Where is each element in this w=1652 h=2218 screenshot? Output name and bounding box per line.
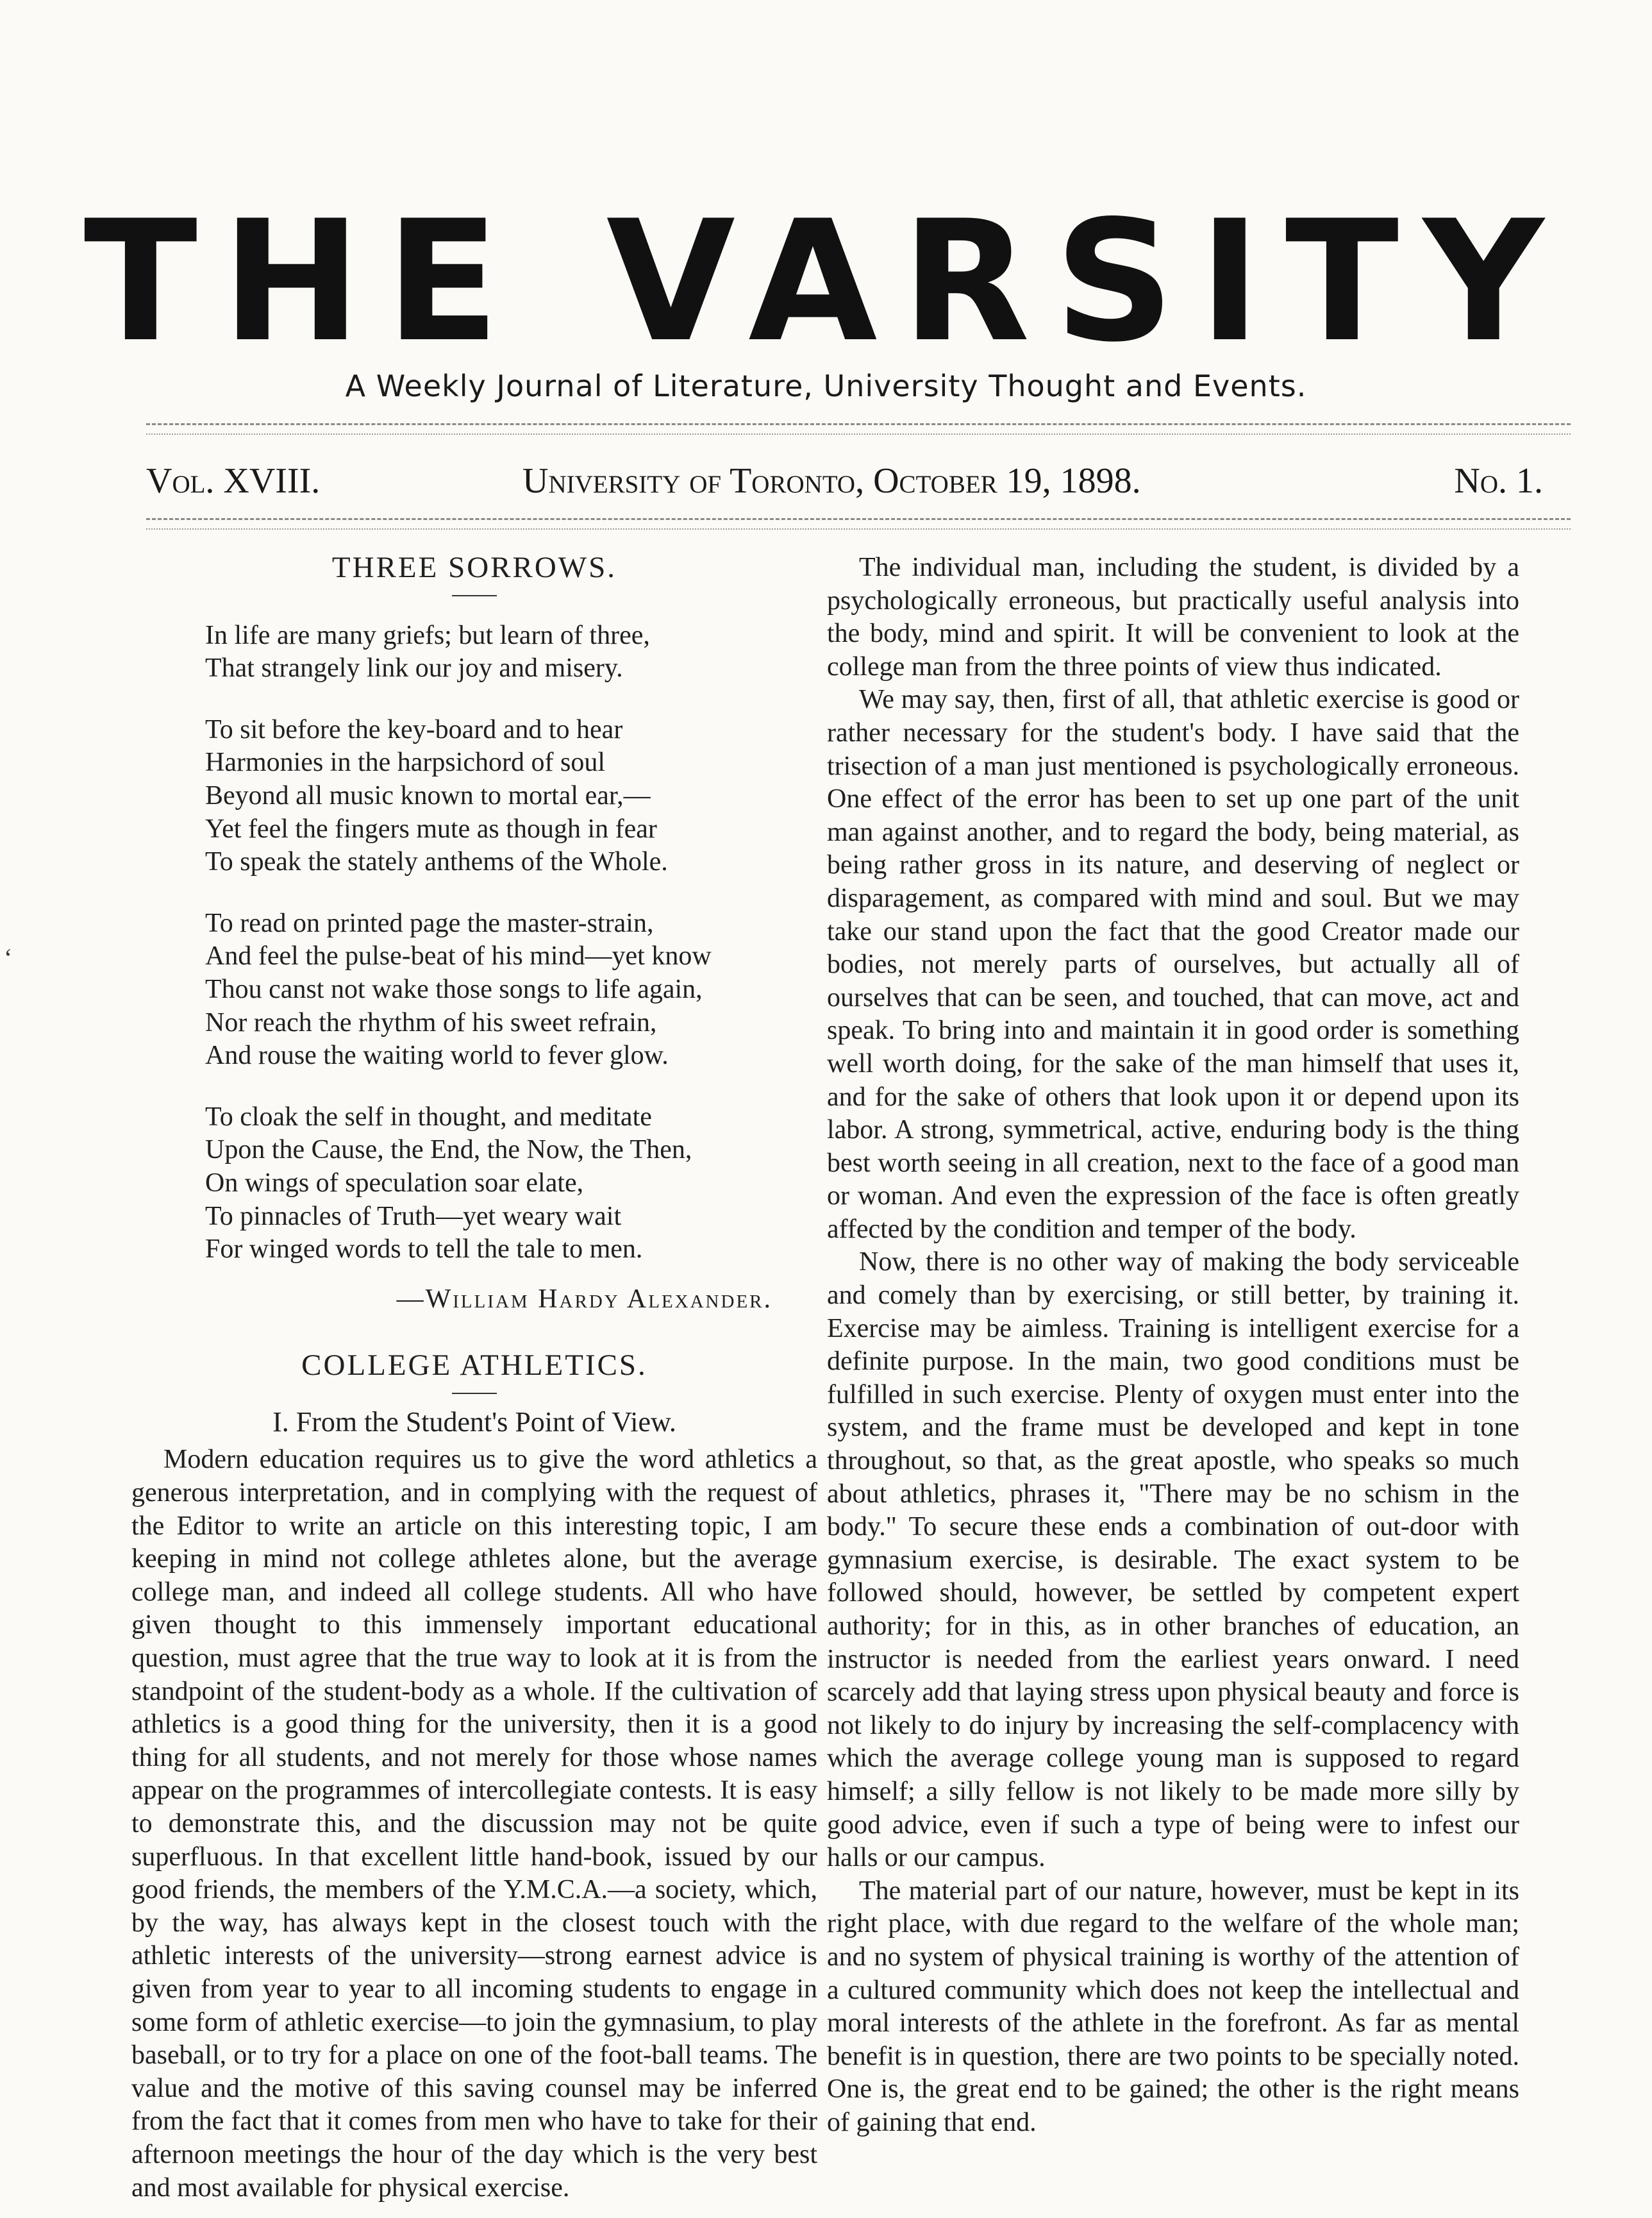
poem-line: Upon the Cause, the End, the Now, the Then, [205,1135,692,1165]
poem-line: On wings of speculation soar elate, [205,1168,584,1198]
poem-line: For winged words to tell the tale to men. [205,1234,643,1264]
poem-line: Nor reach the rhythm of his sweet refrain, [205,1007,657,1038]
left-column [131,551,817,2205]
article-paragraph: The individual man, including the student, is divided by a psychologically erroneous, but practically useful analysis into the body, mind and spirit. It will be convenient to look at the college man from the three points of view thus indicated. [827,553,1519,682]
article-subtitle: I. From the Student's Point of View. [272,1406,676,1438]
poem-author: —William Hardy Alexander. [396,1284,772,1314]
poem-line: To pinnacles of Truth—yet weary wait [205,1201,622,1231]
poem-stanza [205,714,817,879]
right-column [827,551,1519,2140]
poem-line: Beyond all music known to mortal ear,— [205,780,651,811]
masthead-subtitle: A Weekly Journal of Literature, University Thought and Events. [345,369,1307,403]
article-paragraph: The material part of our nature, however, must be kept in its right place, with due regard to the welfare of the whole man; and no system of physical training is worthy of the attention of a cultured community which does not keep the intellectual and moral interests of the athlete in the forefront. As far as mental benefit is in question, there are two points to be specially noted. One is, the great end to be gained; the other is the right means of gaining that end. [827,1876,1519,2137]
header-bottom-rule [146,518,1571,520]
poem-line: To cloak the self in thought, and meditate [205,1102,652,1132]
poem-title: THREE SORROWS. [331,551,617,584]
volume-label: Vol. XVIII. [146,461,321,501]
poem-title-rule [452,595,497,596]
poem-line: In life are many griefs; but learn of three, [205,620,650,650]
place-date: University of Toronto, October 19, 1898. [522,461,1141,501]
article-paragraph: Now, there is no other way of making the body serviceable and comely than by exercising, or still better, by training it. Exercise may be aimless. Training is intelligent exercise for a definite purpose. In the main, two good conditions must be fulfilled in such exercise. Plenty of oxygen must enter into the system, and the frame must be developed and kept in tone throughout, so that, as the great apostle, who speaks so much about athletics, phrases it, "There may be no schism in the body." To secure these ends a combination of out-door with gymnasium exercise, is desirable. The exact system to be followed should, however, be settled by competent expert authority; for in this, as in other branches of education, an instructor is needed from the earliest years onward. I need scarcely add that laying stress upon physical beauty and force is not likely to do injury by increasing the self-complacency with which the average college young man is supposed to regard himself; a silly fellow is not likely to be made more silly by good advice, even if such a type of being were to infest our halls or our campus. [827,1247,1519,1873]
poem-line: Thou canst not wake those songs to life again, [205,974,703,1004]
article-paragraph: We may say, then, first of all, that athletic exercise is good or rather necessary for the student's body. I have said that the trisection of a man just mentioned is psychologically erroneous. One effect of the error has been to set up one part of the unit man against another, and to regard the body, being material, as being rather gross in its nature, and deserving of neglect or disparagement, as compared with mind and soul. But we may take our stand upon the fact that the good Creator made our bodies, not merely parts of ourselves, but actually all of ourselves that can be seen, and touched, that can move, act and speak. To bring into and maintain it in good order is something well worth doing, for the sake of the man himself that uses it, and for the sake of others that look upon it or depend upon its labor. A strong, symmetrical, active, enduring body is the thing best worth seeing in all creation, next to the face of a good man or woman. And even the expression of the face is often greatly affected by the condition and temper of the body. [827,685,1519,1244]
top-rule [146,423,1571,425]
article-title: COLLEGE ATHLETICS. [301,1348,647,1382]
poem-stanza [205,907,817,1073]
poem-line: To sit before the key-board and to hear [205,714,623,744]
poem-line: And rouse the waiting world to fever glow. [205,1041,669,1071]
issue-number: No. 1. [1454,461,1543,501]
poem-stanza [205,619,817,685]
poem-line: To speak the stately anthems of the Whole. [205,847,668,877]
header-bottom-rule-dotted [146,528,1571,530]
poem-line: To read on printed page the master-strain, [205,908,654,938]
poem-line: Yet feel the fingers mute as though in fear [205,814,657,844]
article-paragraph: Modern education requires us to give the word athletics a generous interpretation, and in complying with the request of the Editor to write an article on this interesting topic, I am keeping in mind not college athletes alone, but the average college man, and indeed all college students. All who have given thought to this immensely important educational question, must agree that the true way to look at it is from the standpoint of the student-body as a whole. If the cultivation of athletics is a good thing for the university, then it is a good thing for all students, and not merely for those whose names appear on the programmes of intercollegiate contests. It is easy to demonstrate this, and the discussion may not be quite superfluous. In that excellent little hand-book, issued by our good friends, the members of the Y.M.C.A.—a society, which, by the way, has always kept in the closest touch with the athletic interests of the university—strong earnest advice is given from year to year to all incoming students to engage in some form of athletic exercise—to join the gymnasium, to play baseball, or to try for a place on one of the foot-ball teams. The value and the motive of this saving counsel may be inferred from the fact that it comes from men who have to take for their afternoon meetings the hour of the day which is the very best and most available for physical exercise. [131,1445,817,2203]
poem-line: And feel the pulse-beat of his mind—yet know [205,941,712,971]
poem-line: Harmonies in the harpsichord of soul [205,748,606,778]
article-title-rule [452,1393,497,1394]
top-rule-dotted [146,433,1571,435]
poem-line: That strangely link our joy and misery. [205,653,623,684]
masthead-title: THE VARSITY [83,185,1569,379]
poem-stanza [205,1101,817,1266]
margin-mark: ‘ [4,943,13,972]
